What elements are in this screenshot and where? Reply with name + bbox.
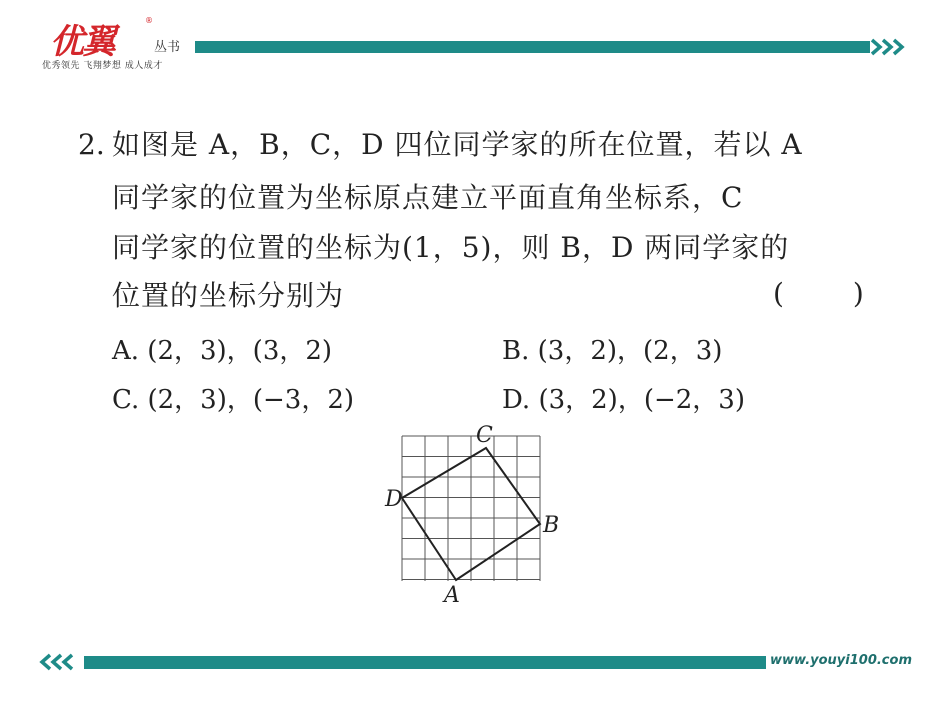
question-line-2: 同学家的位置为坐标原点建立平面直角坐标系，C [112,181,744,214]
question-line-4: 位置的坐标分别为 [112,279,345,312]
series-label: 丛书 [154,40,181,55]
option-d: D. (3，2)，(−2，3) [502,385,745,415]
point-label-c: C [476,423,493,448]
option-a: A. (2，3)，(3，2) [112,336,333,366]
option-b: B. (3，2)，(2，3) [502,336,723,366]
registered-mark: ® [145,16,153,25]
question-number: 2. [78,128,105,161]
footer-bar [84,656,766,669]
option-c: C. (2，3)，(−3，2) [112,385,355,415]
logo-text: 优翼 [50,22,114,62]
question-line-1: 如图是 A，B，C，D 四位同学家的所在位置，若以 A [112,128,803,161]
answer-blank: ( ) [773,277,894,310]
slogan: 优秀领先 飞翔梦想 成人成才 [42,61,163,71]
chevron-left-icon [36,651,86,673]
point-label-d: D [385,487,403,512]
question-line-3: 同学家的位置的坐标为(1，5)，则 B，D 两同学家的 [112,231,790,264]
point-label-b: B [543,513,560,538]
grid-figure [380,420,580,605]
header-bar [195,41,862,53]
chevron-right-icon [868,36,918,58]
point-label-a: A [444,583,460,605]
website-link[interactable]: www.youyi100.com [770,653,912,668]
brand-logo [42,14,202,74]
